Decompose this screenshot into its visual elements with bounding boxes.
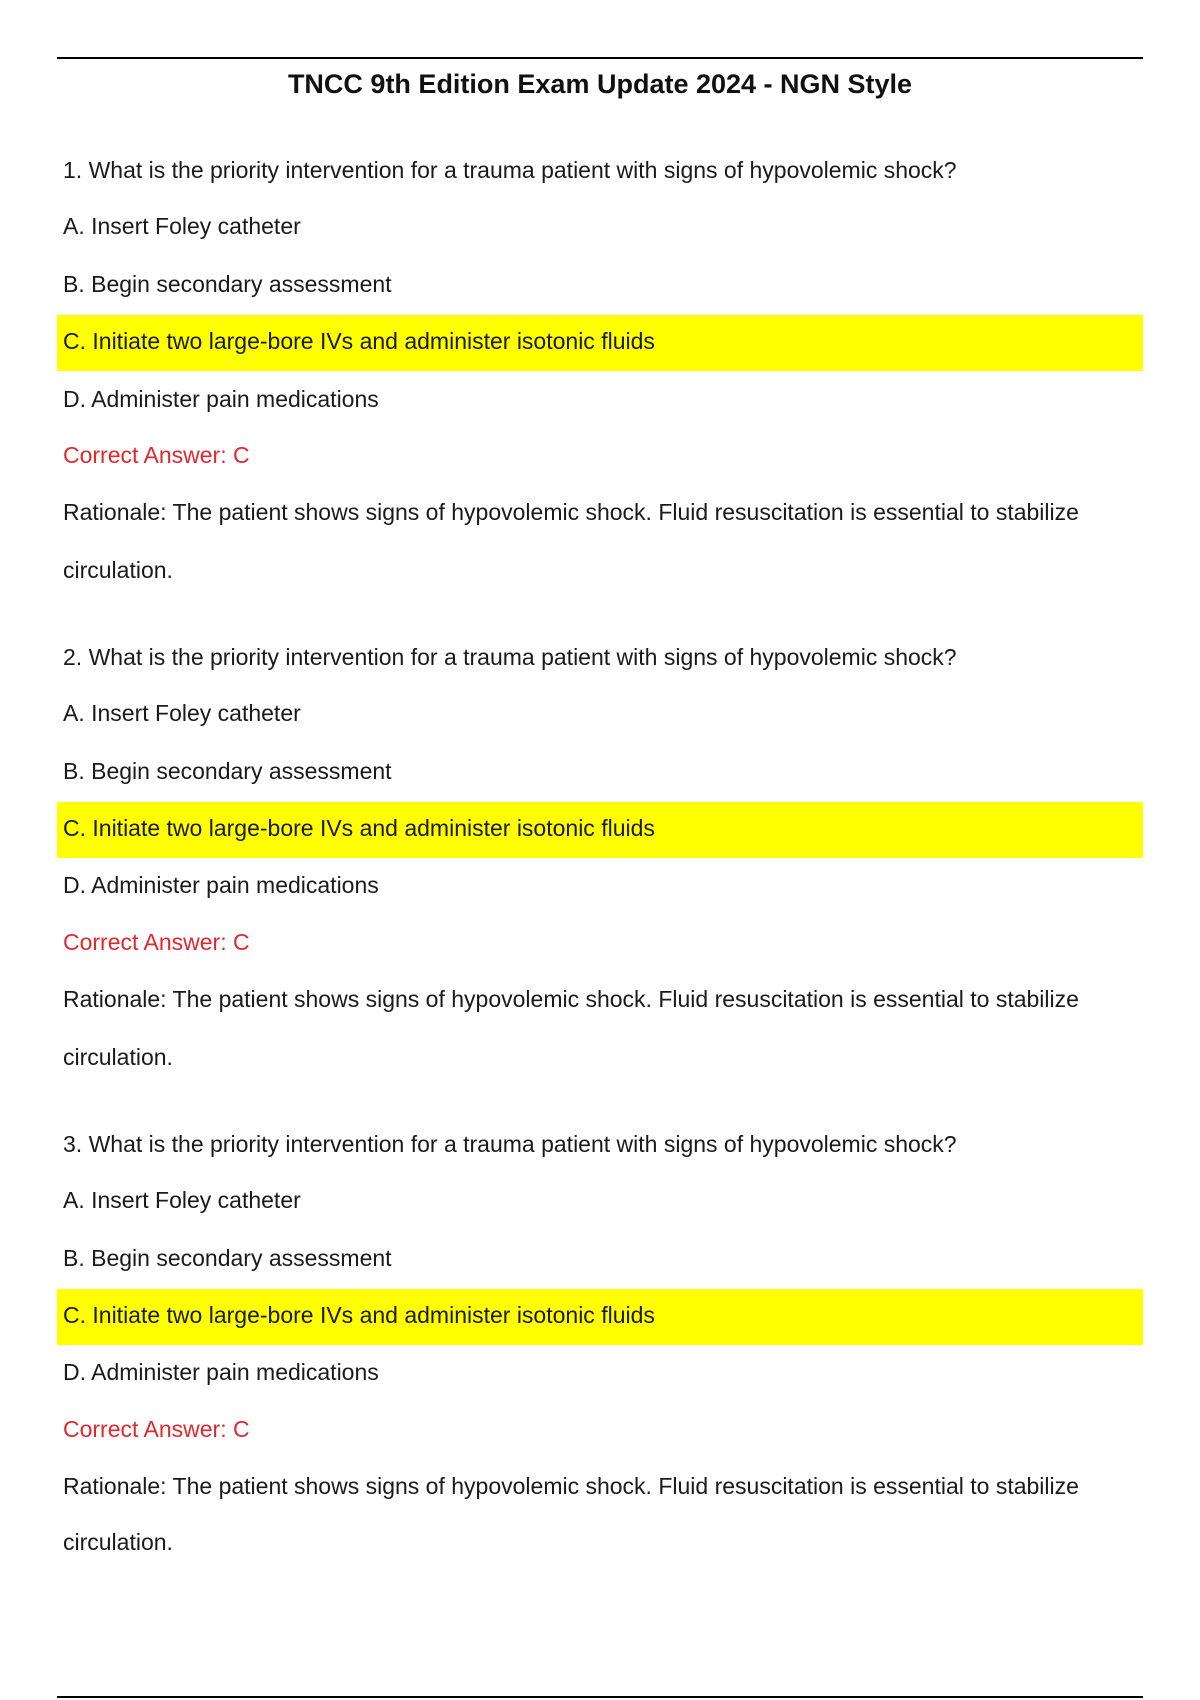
option-d: D. Administer pain medications (63, 1359, 379, 1385)
option-d: D. Administer pain medications (63, 386, 379, 412)
option-d: D. Administer pain medications (63, 872, 379, 898)
option-c: C. Initiate two large-bore IVs and administer isotonic fluids (63, 815, 655, 841)
option-a: A. Insert Foley catheter (63, 1187, 301, 1213)
bottom-rule (57, 1696, 1143, 1698)
rationale-line-2: circulation. (63, 1044, 173, 1070)
top-rule (57, 57, 1143, 59)
rationale-line-2: circulation. (63, 557, 173, 583)
option-a: A. Insert Foley catheter (63, 213, 301, 239)
correct-answer: Correct Answer: C (63, 929, 250, 955)
option-c: C. Initiate two large-bore IVs and administer isotonic fluids (63, 328, 655, 354)
rationale-line-1: Rationale: The patient shows signs of hypovolemic shock. Fluid resuscitation is essential to stabilize (63, 499, 1079, 525)
document-page (57, 0, 1143, 1700)
option-b: B. Begin secondary assessment (63, 271, 392, 297)
rationale-line-1: Rationale: The patient shows signs of hypovolemic shock. Fluid resuscitation is essential to stabilize (63, 1473, 1079, 1499)
option-c: C. Initiate two large-bore IVs and administer isotonic fluids (63, 1302, 655, 1328)
option-b: B. Begin secondary assessment (63, 758, 392, 784)
rationale-line-2: circulation. (63, 1529, 173, 1555)
document-title: TNCC 9th Edition Exam Update 2024 - NGN Style (287, 69, 913, 99)
rationale-line-1: Rationale: The patient shows signs of hypovolemic shock. Fluid resuscitation is essential to stabilize (63, 986, 1079, 1012)
correct-answer: Correct Answer: C (63, 1416, 250, 1442)
question-stem: 2. What is the priority intervention for a trauma patient with signs of hypovolemic shock? (63, 644, 957, 670)
question-stem: 1. What is the priority intervention for a trauma patient with signs of hypovolemic shock? (63, 157, 957, 183)
question-stem: 3. What is the priority intervention for a trauma patient with signs of hypovolemic shock? (63, 1131, 957, 1157)
option-b: B. Begin secondary assessment (63, 1245, 392, 1271)
option-a: A. Insert Foley catheter (63, 700, 301, 726)
correct-answer: Correct Answer: C (63, 442, 250, 468)
